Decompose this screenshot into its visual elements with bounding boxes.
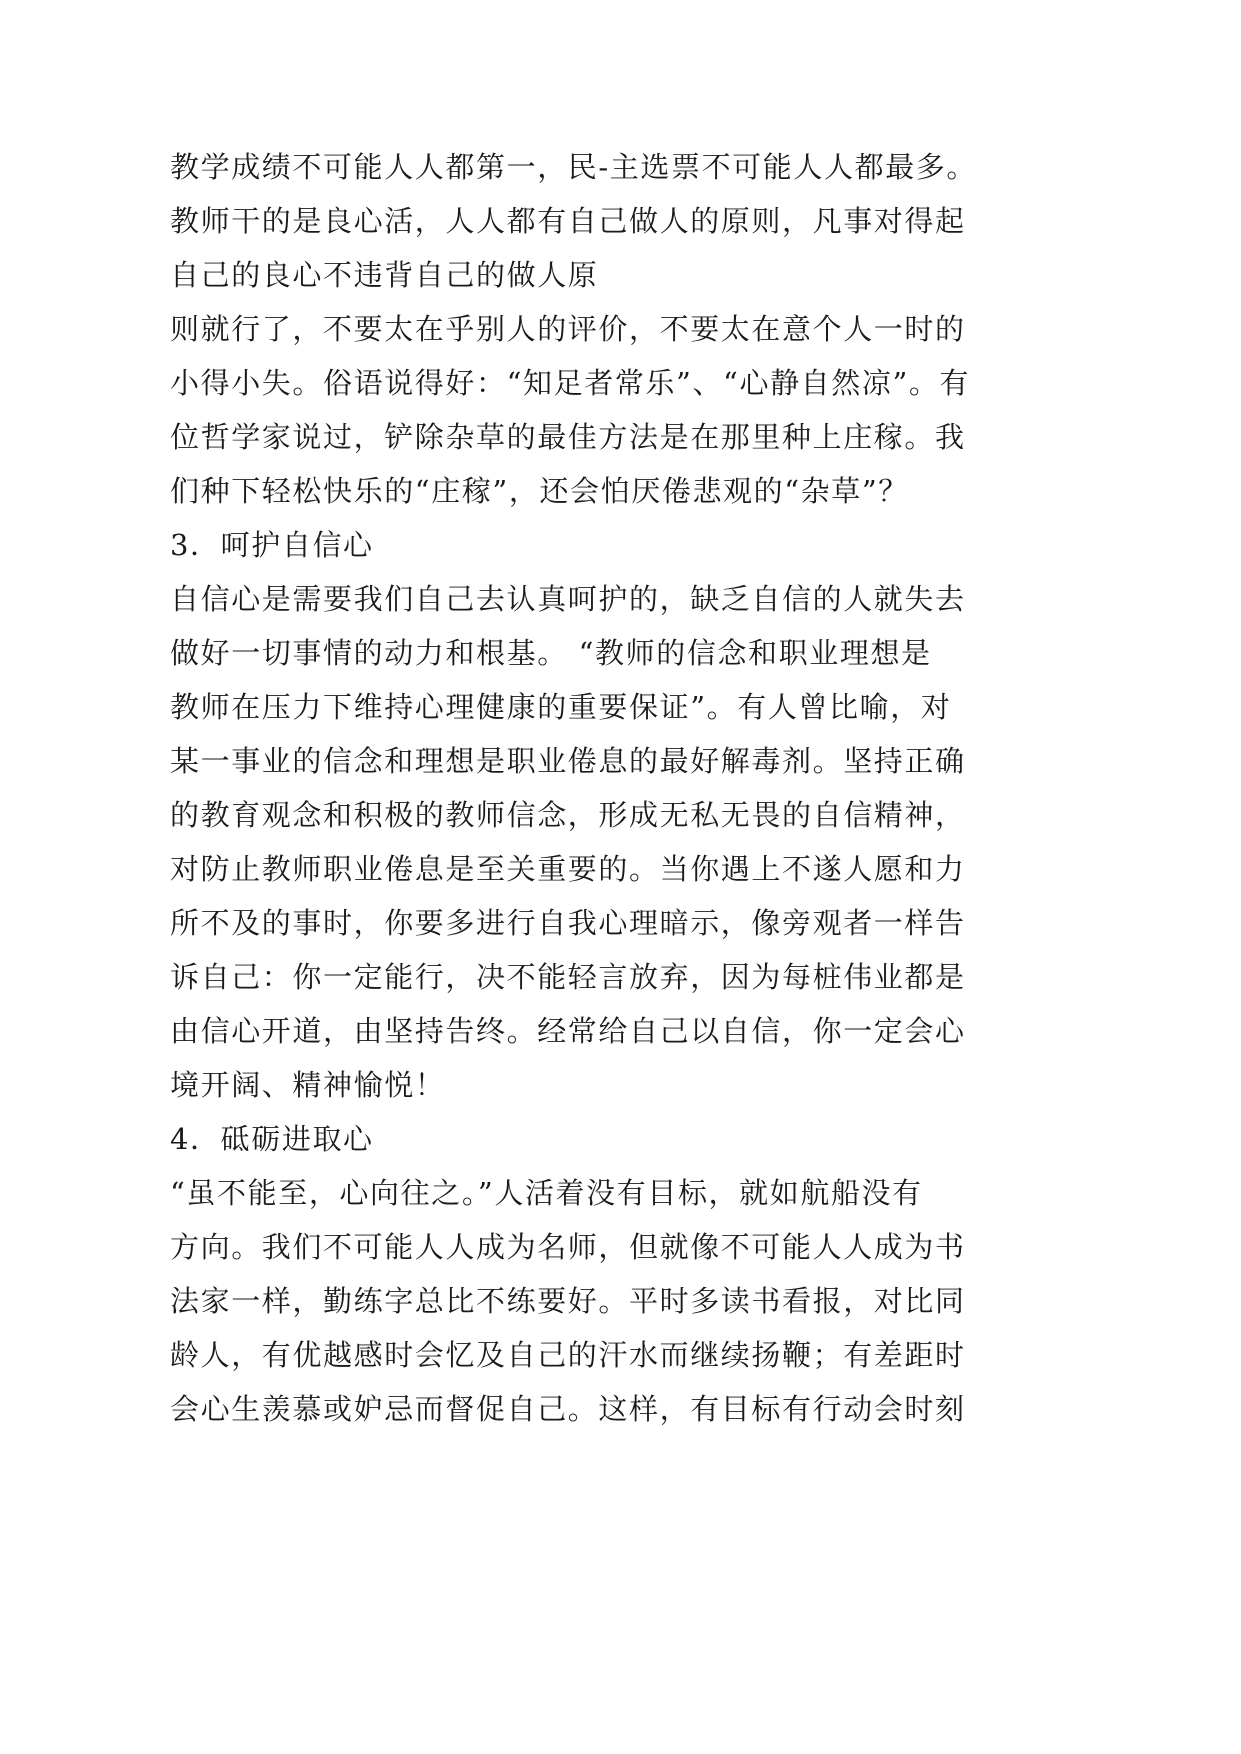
text-line: 方向。我们不可能人人成为名师，但就像不可能人人成为书	[170, 1230, 966, 1264]
text-line: 某一事业的信念和理想是职业倦息的最好解毒剂。坚持正确	[170, 744, 966, 778]
text-line: 小得小失。俗语说得好：“知足者常乐”、“心静自然凉”。有	[170, 366, 971, 400]
section-heading: 4．砥砺进取心	[170, 1122, 374, 1156]
text-line: 位哲学家说过，铲除杂草的最佳方法是在那里种上庄稼。我	[170, 420, 966, 454]
text-line: 做好一切事情的动力和根基。 “教师的信念和职业理想是	[170, 636, 932, 670]
text-line: 诉自己：你一定能行，决不能轻言放弃，因为每桩伟业都是	[170, 960, 966, 994]
section-heading: 3．呵护自信心	[170, 528, 374, 562]
text-line: 法家一样，勤练字总比不练要好。平时多读书看报，对比同	[170, 1284, 966, 1318]
text-line: 境开阔、精神愉悦！	[170, 1068, 446, 1102]
text-line: “虽不能至，心向往之。”人活着没有目标，就如航船没有	[170, 1176, 923, 1210]
text-line: 们种下轻松快乐的“庄稼”，还会怕厌倦悲观的“杂草”？	[170, 474, 909, 508]
text-line: 教师干的是良心活，人人都有自己做人的原则，凡事对得起	[170, 204, 966, 238]
body-text	[170, 140, 977, 1436]
text-line: 则就行了，不要太在乎别人的评价，不要太在意个人一时的	[170, 312, 966, 346]
text-line: 的教育观念和积极的教师信念，形成无私无畏的自信精神，	[170, 798, 966, 832]
text-line: 所不及的事时，你要多进行自我心理暗示，像旁观者一样告	[170, 906, 966, 940]
text-line: 教学成绩不可能人人都第一，民-主选票不可能人人都最多。	[170, 150, 977, 184]
text-line: 由信心开道，由坚持告终。经常给自己以自信，你一定会心	[170, 1014, 966, 1048]
text-line: 自信心是需要我们自己去认真呵护的，缺乏自信的人就失去	[170, 582, 966, 616]
text-line: 对防止教师职业倦息是至关重要的。当你遇上不遂人愿和力	[170, 852, 966, 886]
text-line: 会心生羡慕或妒忌而督促自己。这样，有目标有行动会时刻	[170, 1392, 966, 1426]
text-line: 龄人，有优越感时会忆及自己的汗水而继续扬鞭；有差距时	[170, 1338, 966, 1372]
text-line: 教师在压力下维持心理健康的重要保证”。有人曾比喻，对	[170, 690, 952, 724]
text-line: 自己的良心不违背自己的做人原	[170, 258, 599, 292]
